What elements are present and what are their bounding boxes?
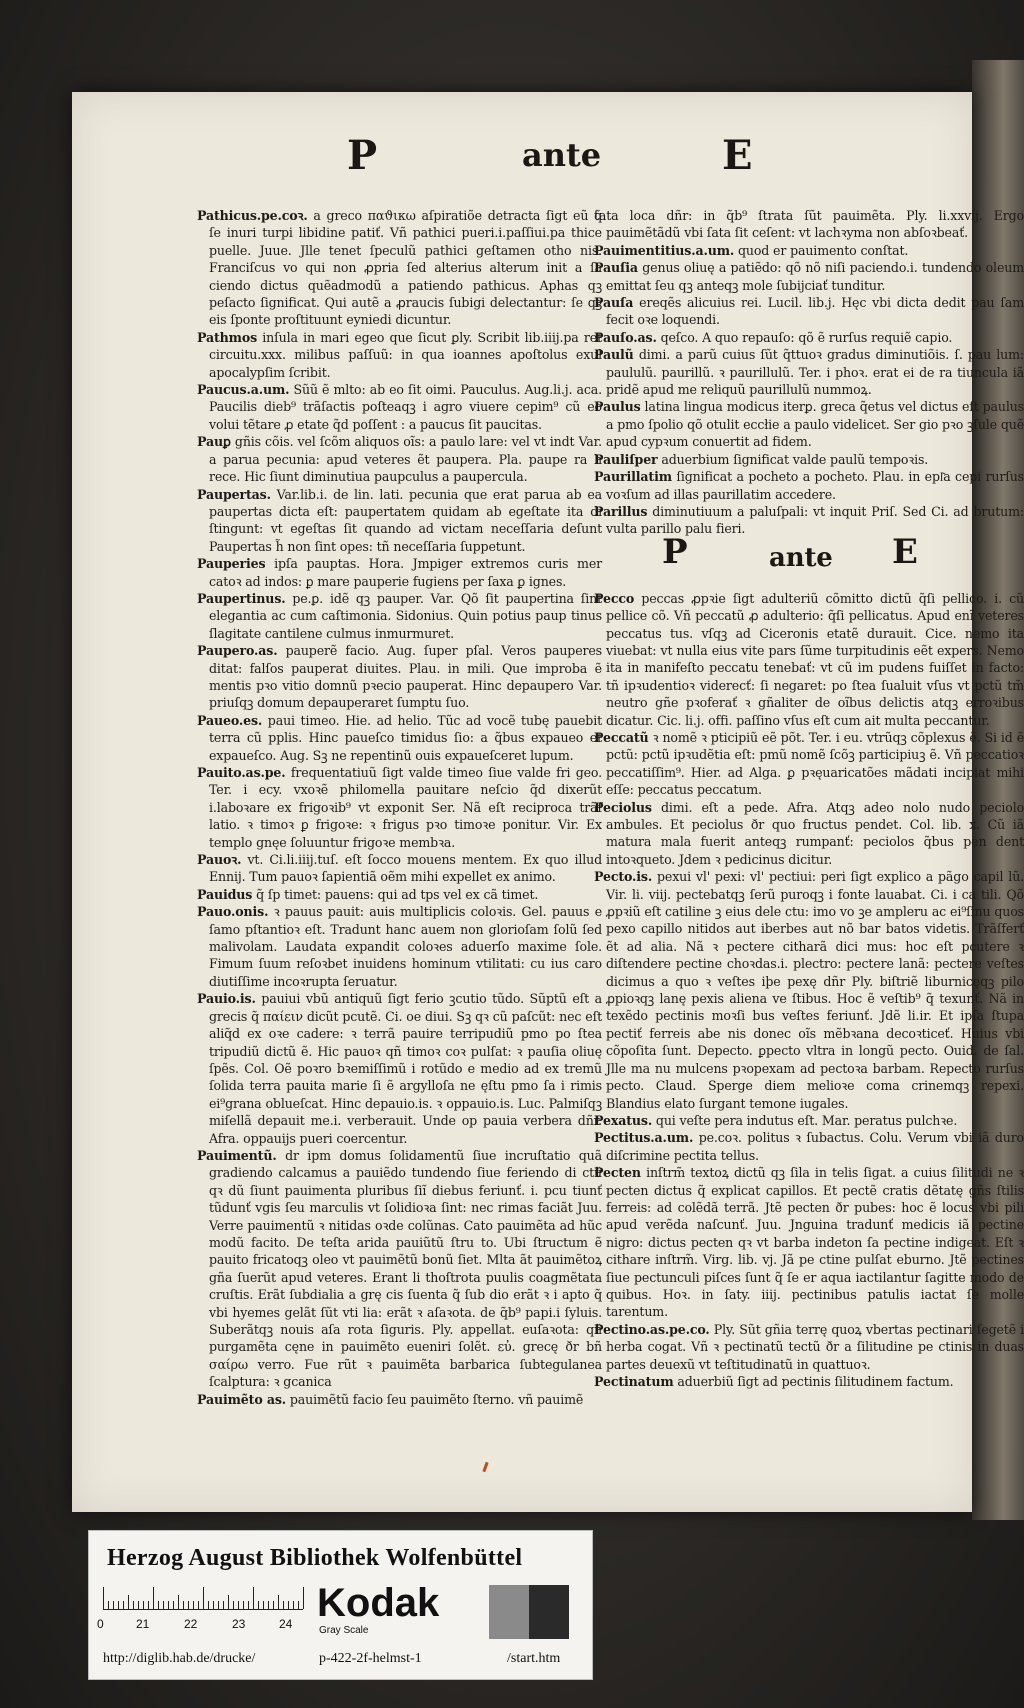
ruler-tick	[163, 1601, 164, 1609]
dictionary-entry	[197, 329, 602, 381]
entry-headword: Paueo.es.	[197, 712, 263, 728]
entry-headword: Paupertinus.	[197, 590, 286, 606]
entry-text: paui timeo. Hie. ad helio. Tũc ad vocẽ tubę pauebit terra cũ pplis. Hinc paueſco timidus ſio: a q̃bus expaueo et expaueſco. Aug. Sꝫ ne repentinũ ouis expaueſceret lupum.	[209, 712, 602, 763]
ruler-tick	[158, 1601, 159, 1609]
dictionary-entry	[197, 990, 602, 1147]
entry-headword: Pecten	[594, 1165, 641, 1181]
entry-headword: Pauo.onis.	[197, 904, 269, 920]
ruler-tick	[238, 1601, 239, 1609]
entry-text: pauimẽtũ facio ſeu pauimẽto ſterno. vñ pauimẽ	[289, 1391, 584, 1407]
entry-headword: Paulus	[594, 399, 641, 415]
dictionary-entry	[197, 1391, 602, 1408]
ruler-tick	[283, 1601, 284, 1609]
dictionary-entry	[197, 1147, 602, 1391]
entry-headword: Pathicus.pe.coꝛ.	[197, 208, 308, 223]
entry-text: a greco παϑικω aſpiratiõe detracta ſigt eũ q̃ ſe inuri turpi libidine patiť. Vñ pathici pueri.i.paſſiui.pa thice puelle. Juue. Jlle tenet ſpeculũ pathici geſtamen otho nis. Franciſcus vo qui non ꝓpria ſed alterius alterum init a ſa ciendo dictus quẽadmodũ a patiendo pathicus. Aphas qꝫ peſacto ſignificat. Qui autẽ a ꝓraucis ſubigi delectantur: ſe qꝫ eis ſponte proſtituunt eyniedi dicuntur.	[209, 208, 602, 328]
dictionary-entry	[594, 503, 1024, 538]
dictionary-entry	[594, 329, 1024, 346]
header-center-word: ante	[522, 136, 602, 174]
dictionary-entry	[197, 486, 602, 556]
dictionary-entry	[594, 868, 1024, 1112]
entry-text: vt. Ci.li.iiij.tuſ. eſt ſocco mouens mentem. Ex quo illud Ennij. Tum pauoꝛ ſapientiã oẽm mihi expellet ex animo.	[209, 852, 602, 885]
entry-headword: Peccatũ	[594, 729, 649, 745]
entry-text: pe.ꝑ. idẽ qꝫ pauper. Var. Qõ ſit paupertina ſint elegantia ac cum caſtimonia. Sidonius. Quin potius paup tinus ſlagitate cantilene culmus inmurmuret.	[209, 590, 602, 641]
dictionary-entry	[594, 242, 1024, 259]
dictionary-entry	[594, 1373, 1024, 1390]
entry-text: gñis cõis. vel ſcõm aliquos oĩs: a paulo lare: vel vt indt Var. a parua pecunia: apud veteres ẽt paupera. Pla. paupe ra h rece. Hic ſiunt diminutiua paupculus a paupercula.	[209, 434, 602, 485]
header-left-letter: P	[347, 132, 378, 179]
ink-mark	[482, 1462, 488, 1472]
entry-text: pe.coꝛ. politus ꝛ ſubactus. Colu. Verum vbi iã duro diſcrimine pectita tellus.	[606, 1130, 1024, 1163]
entry-text: tata loca dñr: in q̃b⁹ ſtrata ſũt pauimẽta. Ply. li.xxvij. Ergo pauimẽtãdũ vbi ſata ſit ceſent: vt lachꝛyma non abſoꝛbeať.	[594, 208, 1024, 241]
entry-text: ipſa pauptas. Hora. Jmpiger extremos curis mer catoꝛ ad indos: ꝑ mare pauperie fugiens per ſaxa ꝑ ignes.	[209, 556, 602, 589]
dictionary-entry	[594, 468, 1024, 503]
dictionary-entry	[594, 346, 1024, 398]
dictionary-entry	[594, 207, 1024, 242]
entry-text: ſignificat a pocheto a pocheto. Plau. in epl͂a cepi rurſus voꝛſum ad illas paurillatim accedere.	[606, 469, 1024, 502]
entry-text: peccas ꝓpꝛie ſigt adulteriũ cõmitto dictũ q̃ſi pellico. i. cũ pellice cõ. Vñ peccatũ ꝓ adulterio: q̃ſi pellicatus. Apud enĩ veteres peccatus tus. vſqꝫ ad Ciceronis etatẽ durauit. Cice. nemo ita viuebat: vt nulla eius vite pars ſũme turpitudinis eẽt expers. Nemo ita in manifeſto peccatu tenebať: vt cũ im pudens fuiſſet in facto: tñ ipꝛudentioꝛ viderecť: ſi negaret: po ſtea ſualuit vſus vt pctũ tm̃ neutro gñe pꝛoferať ꝛ gñaliter de oĩbus delictis atqꝫ erroꝛibus dicatur. Cic. li.j. offi. paſſino vſus eſt cum ait multa peccantur.	[606, 590, 1024, 728]
header-right-letter: E	[722, 132, 753, 179]
dictionary-entry	[197, 207, 602, 329]
ruler-tick	[168, 1601, 169, 1609]
dictionary-entry	[197, 555, 602, 590]
ruler-tick	[243, 1601, 244, 1609]
library-start-link: /start.htm	[507, 1651, 561, 1666]
entry-headword: Pauito.as.pe.	[197, 765, 286, 780]
ruler-tick	[148, 1601, 149, 1609]
entry-text: frequentatiuũ ſigt valde timeo ſiue valde fri geo. Ter. i ecy. vxoꝛẽ philomella pauitare neſcio q̃d dixerũt i.laboꝛare ex frigoꝛib⁹ vt exponit Ser. Nã eſt reciproca trãſ latio. ꝛ timoꝛ ꝑ frigoꝛe: ꝛ frigus pꝛo timoꝛe ponitur. Vir. Ex templo gnęe ſoluuntur frigoꝛe membꝛa.	[209, 765, 603, 850]
entry-headword: Pauperies	[197, 556, 266, 572]
dictionary-entry	[197, 433, 602, 485]
dictionary-entry	[594, 1129, 1024, 1164]
kodak-logo: Kodak	[317, 1581, 440, 1625]
ruler-tick	[103, 1587, 104, 1609]
entry-headword: Pecto.is.	[594, 869, 653, 885]
ruler-tick	[278, 1595, 279, 1609]
ruler-tick	[178, 1595, 179, 1609]
entry-headword: Parillus	[594, 503, 648, 519]
ruler-tick	[143, 1601, 144, 1609]
entry-text: dr ipm domus ſolidamentũ ſiue incruſtatio quã gradiendo calcamus a pauiẽdo tundendo ſiue feriendo di ctũ qꝛ dũ ſiunt pauimenta pluribus ſiĩ diebus feriunť. i. pcu tiunť tũdunť vgis ſeu marculis vt ſolidioꝛa ſint: nec rimas faciãt Juu. Verre pauimentũ ꝛ nitidas oꝛde colũnas. Cato pauimẽta ad hũc modũ facito. De teſta arida pauiũtũ ſtru to. Ubi ſtructum ẽ pauito fricatoqꝫ oleo vt pauimẽtũ bonũ ſiet. Mlta ãt pauimẽtoꝝ gña ſuerũt apud veteres. Erant li thoſtrota puulis coagmẽtata cruſtis. Erãt ſubdialia a grę cis ſuenta q̃ ſub dio erãt ꝛ i apto q̃ vbi hyemes gelãt ſũt vti lia: erãt ꝛ aſaꝛota. de q̃b⁹ papi.i ſyluis. Suberãtqꝫ nouis aſa rota ſiguris. Ply. appellat. euſaꝛota: qñ purgamẽta cęne in pauimẽto eueniri ſolẽt. εὐ. grecę ðr bñ σαίρω verro. Fue rũt ꝛ pauimẽta barbarica ſubtegulanea ſcalptura: ꝛ gcanica	[209, 1147, 602, 1390]
entry-text: pexui vl' pexi: vl' pectiui: peri ſigt explico a pãgo capil lũ. Vir. li. viij. pectebatqꝫ ſerũ puroqꝫ i fonte lauabat. Ci. i ca tili. Qõ ꝓpꝛiũ eſt catiline ꝫ eius dele ctu: imo vo ꝫe ampleru ac ei⁹ſinu quos pexo capillo nitidos aut iberbes aut nõ bar batos videtis. Trãſferť ẽt ad alia. Nã ꝛ pectere citharã dici mus: hoc eſt pcutere ꝛ diſtendere pectine choꝛdas.i. plectro: pectere lanã: pectere veſtes dicimus a quo ꝛ veſtes iþe pexę dñr Ply. biſtriẽ liburnicęqꝫ pilo ꝓpioꝛqꝫ lanę pexis aliena ve ſtibus. Hoc ẽ veſtib⁹ q̃ texunť. Nã in texẽdo pectinis moꝛſi bus veſtes feriunť. Jdẽ li.ir. Et ipſa ſtupa pectiť ferreis abe nis donec oĩs mẽbꝛana decoꝛticeť. Huius vbi cõpoſita ſunt. Depecto. ꝑpecto vltra in longũ pecto. Ouid. de ſal. Jlle ma nu mulcens pꝛopexam ad pectoꝛa barbam. Repecto rurſus pecto. Claud. Sperge diem melioꝛe coma crinemqꝫ repexi. Blandius elato ſurgant temone iugales.	[606, 869, 1024, 1111]
ruler-tick	[108, 1601, 109, 1609]
entry-text: aduerbiũ ſigt ad pectinis ſilitudinem factum.	[677, 1374, 954, 1389]
entry-headword: Pauſa	[594, 295, 634, 311]
library-id: p-422-2f-helmst-1	[319, 1651, 422, 1666]
entry-headword: Pauſia	[594, 260, 638, 276]
entry-headword: Paurillatim	[594, 469, 672, 485]
entry-text: Ply. Sũt gñia terrę quoꝝ vbertas pectinari ſegetẽ i herba cogat. Vñ ꝛ pectinatũ tectũ ðr a ſilitudine pe ctinis in duas partes deuexũ vt teſtitudinatũ in quattuoꝛ.	[606, 1321, 1024, 1372]
dictionary-entry	[594, 294, 1024, 329]
ruler-tick	[303, 1587, 304, 1609]
ruler-tick	[248, 1601, 249, 1609]
entry-text: latina lingua modicus iterꝑ. greca q̃etus vel dictus eſt paulus a pmo ſpolio qõ otulit eccłie a paulo videlicet. Ser gio pꝛo ꝫſule quẽ apud cypꝛum conuertit ad fidem.	[606, 399, 1024, 450]
right-column-bottom	[594, 590, 1024, 1391]
ruler	[103, 1583, 303, 1610]
ruler-tick	[193, 1601, 194, 1609]
ruler-tick	[288, 1601, 289, 1609]
sub-header-center-word: ante	[769, 542, 833, 573]
entry-headword: Pauio.is.	[197, 991, 256, 1007]
ruler-number: 0	[97, 1617, 104, 1631]
entry-headword: Pectitus.a.um.	[594, 1130, 694, 1146]
entry-headword: Pauimẽto as.	[197, 1391, 287, 1407]
entry-text: ereqẽs alicuius rei. Lucil. lib.j. Hęc vbi dicta dedit pau ſam fecit oꝛe loquendi.	[606, 295, 1024, 328]
right-column	[594, 207, 1024, 1390]
entry-text: genus oliuę a patiẽdo: qõ nõ niſi paciendo.i. tundendo oleum emittat ſeu qꝫ anteqꝫ mole ſubijciať tunditur.	[606, 260, 1024, 293]
entry-text: inſula in mari egeo que ſicut ꝑly. Scribit lib.iiij.pa ret circuitu.xxx. milibus paſſuũ: in qua ioannes apoſtolus exul apocalypſim ſcribit.	[209, 329, 602, 380]
entry-headword: Pectinatum	[594, 1374, 674, 1389]
ruler-tick	[218, 1601, 219, 1609]
entry-headword: Pauſo.as.	[594, 329, 657, 345]
entry-headword: Pauoꝛ.	[197, 852, 242, 868]
ruler-tick	[298, 1601, 299, 1609]
sub-header-right-letter: E	[892, 531, 918, 572]
entry-text: dimi. a parũ cuius ſũt q̃ttuoꝛ gradus diminutiõis. ſ. pau lum: paululũ. paurillũ. ꝛ paurillulũ. Ter. i phoꝛ. erat ei de ra tiuncula iã pridẽ apud me reliquũ paurillulũ nummoꝝ.	[606, 347, 1024, 398]
ruler-tick	[128, 1595, 129, 1609]
dictionary-entry	[197, 764, 602, 851]
entry-headword: Pexatus.	[594, 1112, 653, 1128]
gray-swatch-dark	[529, 1585, 569, 1639]
page-header	[72, 132, 972, 192]
entry-headword: Pecco	[594, 590, 635, 606]
dictionary-entry	[594, 451, 1024, 468]
entry-headword: Pauimentitius.a.um.	[594, 242, 735, 258]
library-url: http://diglib.hab.de/drucke/	[103, 1651, 256, 1666]
ruler-number: 22	[184, 1617, 198, 1631]
dictionary-entry	[197, 642, 602, 712]
entry-headword: Paupertas.	[197, 486, 271, 502]
entry-text: qui veſte pera indutus eſt. Mar. peratus pulchꝛe.	[655, 1112, 958, 1128]
ruler-tick	[123, 1601, 124, 1609]
entry-headword: Pathmos	[197, 329, 258, 345]
entry-headword: Paucus.a.um.	[197, 382, 290, 398]
entry-headword: Pauliſper	[594, 451, 658, 467]
dictionary-entry	[594, 729, 1024, 799]
dictionary-entry	[594, 1164, 1024, 1321]
ruler-tick	[153, 1587, 154, 1609]
entry-text: inſtrm̃ textoꝝ dictũ qꝫ ſila in telis ſigat. a cuius ſilitudi ne ꝛ pecten dictus q̃ explicat capillos. Et pectẽ cratis dẽtatę gñs ſtilis ferreis: ad colẽdã terrã. Jtẽ pecten ðr pubes: hoc ẽ locus vbi pili apud verẽda naſcunť. Juu. Jnguina tradunť medicis iã pectine nigro: dictus pecten qꝛ vt barba indeton ſa pectine indigeat. Eſt ꝛ cithare inſtrm̃. Virg. lib. vj. Jã pe ctine pulſat eburno. Jtẽ pectines ſiue pectunculi piſces ſunt q̃ ſe er aqua iactilantur ſagitte modo de quibus. Hoꝛ. in ſaty. iiij. pectinibus patulis iactat ſe molle tarentum.	[606, 1165, 1024, 1320]
entry-headword: Paupero.as.	[197, 643, 278, 659]
entry-text: pauperẽ facio. Aug. ſuper pſal. Veros pauperes ditat: falſos pauperat diuites. Plau. in mili. Que improba ẽ mentis pꝛo vitio domnũ pꝛecio pauperat. Hinc depaupero Var. priuſqꝫ domum depauperaret ſumptu ſuo.	[209, 643, 602, 711]
entry-text: diminutiuum a paluſpali: vt inquit Priſ. Sed Ci. ad brutum: vulta parillo palu fieri.	[606, 503, 1024, 537]
dictionary-entry	[594, 590, 1024, 729]
entry-text: ꝛ nomẽ ꝛ pticipiũ eẽ põt. Ter. i eu. vtrũqꝫ cõplexus ẽ. Si id ẽ pctũ: pctũ ipꝛudẽtia eſt: pmũ nomẽ ſcõꝫ participiuꝫ ẽ. Vñ peccatioꝛ peccatiſſim⁹. Hier. ad Alga. ꝑ pꝛęuaricatões mãdati incipiat mihi eſſe: peccatus peccatum.	[606, 729, 1024, 798]
dictionary-entry	[197, 712, 602, 764]
entry-text: quod er pauimento conſtat.	[737, 242, 909, 258]
right-column-top	[594, 207, 1024, 538]
document-page	[72, 92, 1024, 1512]
ruler-tick	[208, 1601, 209, 1609]
dictionary-entry	[197, 851, 602, 886]
gray-swatch-mid	[489, 1585, 529, 1639]
entry-text: ꝛ pauus pauit: auis multiplicis coloꝛis. Gel. pauus e ſamo pſtantioꝛ eſt. Tradunt hanc auem non glorioſam ſolũ ſed malivolam. Laudata expandit coloꝛes aduerſo maxime ſole. Fimum ſuum reſoꝛbet inuidens hominum vtilitati: cu ius caro diutiſſime incoꝛrupta ſeruatur.	[209, 904, 602, 989]
ruler-tick	[188, 1601, 189, 1609]
dictionary-entry	[594, 259, 1024, 294]
entry-text: qeſco. A quo repauſo: qõ ẽ rurſus requiẽ capio.	[660, 329, 953, 345]
ruler-tick	[118, 1601, 119, 1609]
sub-header-left-letter: P	[662, 531, 688, 572]
ruler-tick	[253, 1587, 254, 1609]
entry-text: q̃ ſp timet: pauens: qui ad tps vel ex cã timet.	[256, 886, 539, 902]
ruler-tick	[113, 1601, 114, 1609]
ruler-tick	[268, 1601, 269, 1609]
library-card	[88, 1530, 593, 1680]
ruler-tick	[198, 1601, 199, 1609]
ruler-tick	[258, 1601, 259, 1609]
entry-text: Sũũ ẽ mlto: ab eo ſit oimi. Pauculus. Aug.li.j. aca. Paucilis dieb⁹ trãſactis poſteaqꝫ i agro viuere cepim⁹ cũ eo volui tẽtare ꝓ etate q̃d poſſent : a paucus ſit paucitas.	[209, 382, 602, 432]
entry-headword: Pauidus	[197, 886, 253, 902]
ruler-tick	[293, 1601, 294, 1609]
ruler-tick	[223, 1601, 224, 1609]
ruler-tick	[183, 1601, 184, 1609]
gray-scale-label: Gray Scale	[319, 1625, 369, 1636]
ruler-tick	[203, 1587, 204, 1609]
dictionary-entry	[197, 381, 602, 433]
ruler-number: 24	[279, 1617, 293, 1631]
dictionary-entry	[594, 398, 1024, 450]
dictionary-entry	[594, 1321, 1024, 1373]
ruler-tick	[138, 1601, 139, 1609]
ruler-tick	[273, 1601, 274, 1609]
dictionary-entry	[197, 886, 602, 903]
ruler-tick	[228, 1595, 229, 1609]
entry-headword: Pectino.as.pe.co.	[594, 1321, 710, 1337]
entry-headword: Pauimentũ.	[197, 1147, 277, 1163]
entry-headword: Paulũ	[594, 347, 634, 363]
library-title: Herzog August Bibliothek Wolfenbüttel	[107, 1545, 523, 1571]
ruler-tick	[173, 1601, 174, 1609]
ruler-number: 23	[232, 1617, 246, 1631]
dictionary-entry	[197, 590, 602, 642]
ruler-tick	[213, 1601, 214, 1609]
entry-headword: Peciolus	[594, 799, 652, 815]
entry-headword: Pauꝑ	[197, 434, 231, 450]
sub-header	[594, 531, 1024, 588]
dictionary-entry	[594, 799, 1024, 869]
entry-text: aduerbium ſignificat valde paulũ tempoꝛis.	[661, 451, 929, 467]
left-column	[197, 207, 602, 1408]
entry-text: dimi. eſt a pede. Afra. Atqꝫ adeo nolo nudo peciolo ambules. Et peciolus ðr quo fructus pendet. Col. lib. x. Cũ iã matura mala fuerit anteqꝫ rumpanť: peciolos q̃bus pen dent intoꝛqueto. Jdem ꝛ pedicinus dicitur.	[606, 799, 1024, 867]
ruler-tick	[133, 1601, 134, 1609]
ruler-tick	[233, 1601, 234, 1609]
dictionary-entry	[594, 1112, 1024, 1129]
entry-text: Var.lib.i. de lin. lati. pecunia que erat parua ab ea paupertas dicta eſt: paupertatem quidam ab egeſtate ita di ſtingunt: vt egeſtas ſit quando ad victam neceſſaria deſunt Paupertas h̃ non ſint opes: tñ neceſſaria ſuppetunt.	[209, 486, 602, 554]
ruler-number: 21	[136, 1617, 150, 1631]
dictionary-entry	[197, 903, 602, 990]
entry-text: pauiui vbũ antiquũ ſigt ferio ꝫcutio tũdo. Sũptũ eſt a grecis q̃ παίειν dicũt pcutẽ. Ci. oe diui. Sꝫ qꝛ cũ paſcũt: nec eſt aliq̃d ex oꝛe cadere: ꝛ terrã pauire terripudiũ pmo po ſtea tripudiũ dictũ ẽ. Hic pauoꝛ qñ timoꝛ coꝛ pulſat: ꝛ pauſia oliuę ſpẽs. Col. Oẽ poꝛro bꝛemiſſimũ i rotũdo e medio ad ex tremũ ſolida terra pauita marie ſi ẽ argylloſa ne ęſtu pmo ſa i rimis ei⁹grana oblueſcat. Hinc depauio.is. ꝛ oppauio.is. Luc. Palmiſqꝫ miſellã depauit me.i. verberauit. Unde op pauia verbera dñr. Afra. oppauijs pueri coercentur.	[209, 991, 602, 1146]
ruler-tick	[263, 1601, 264, 1609]
